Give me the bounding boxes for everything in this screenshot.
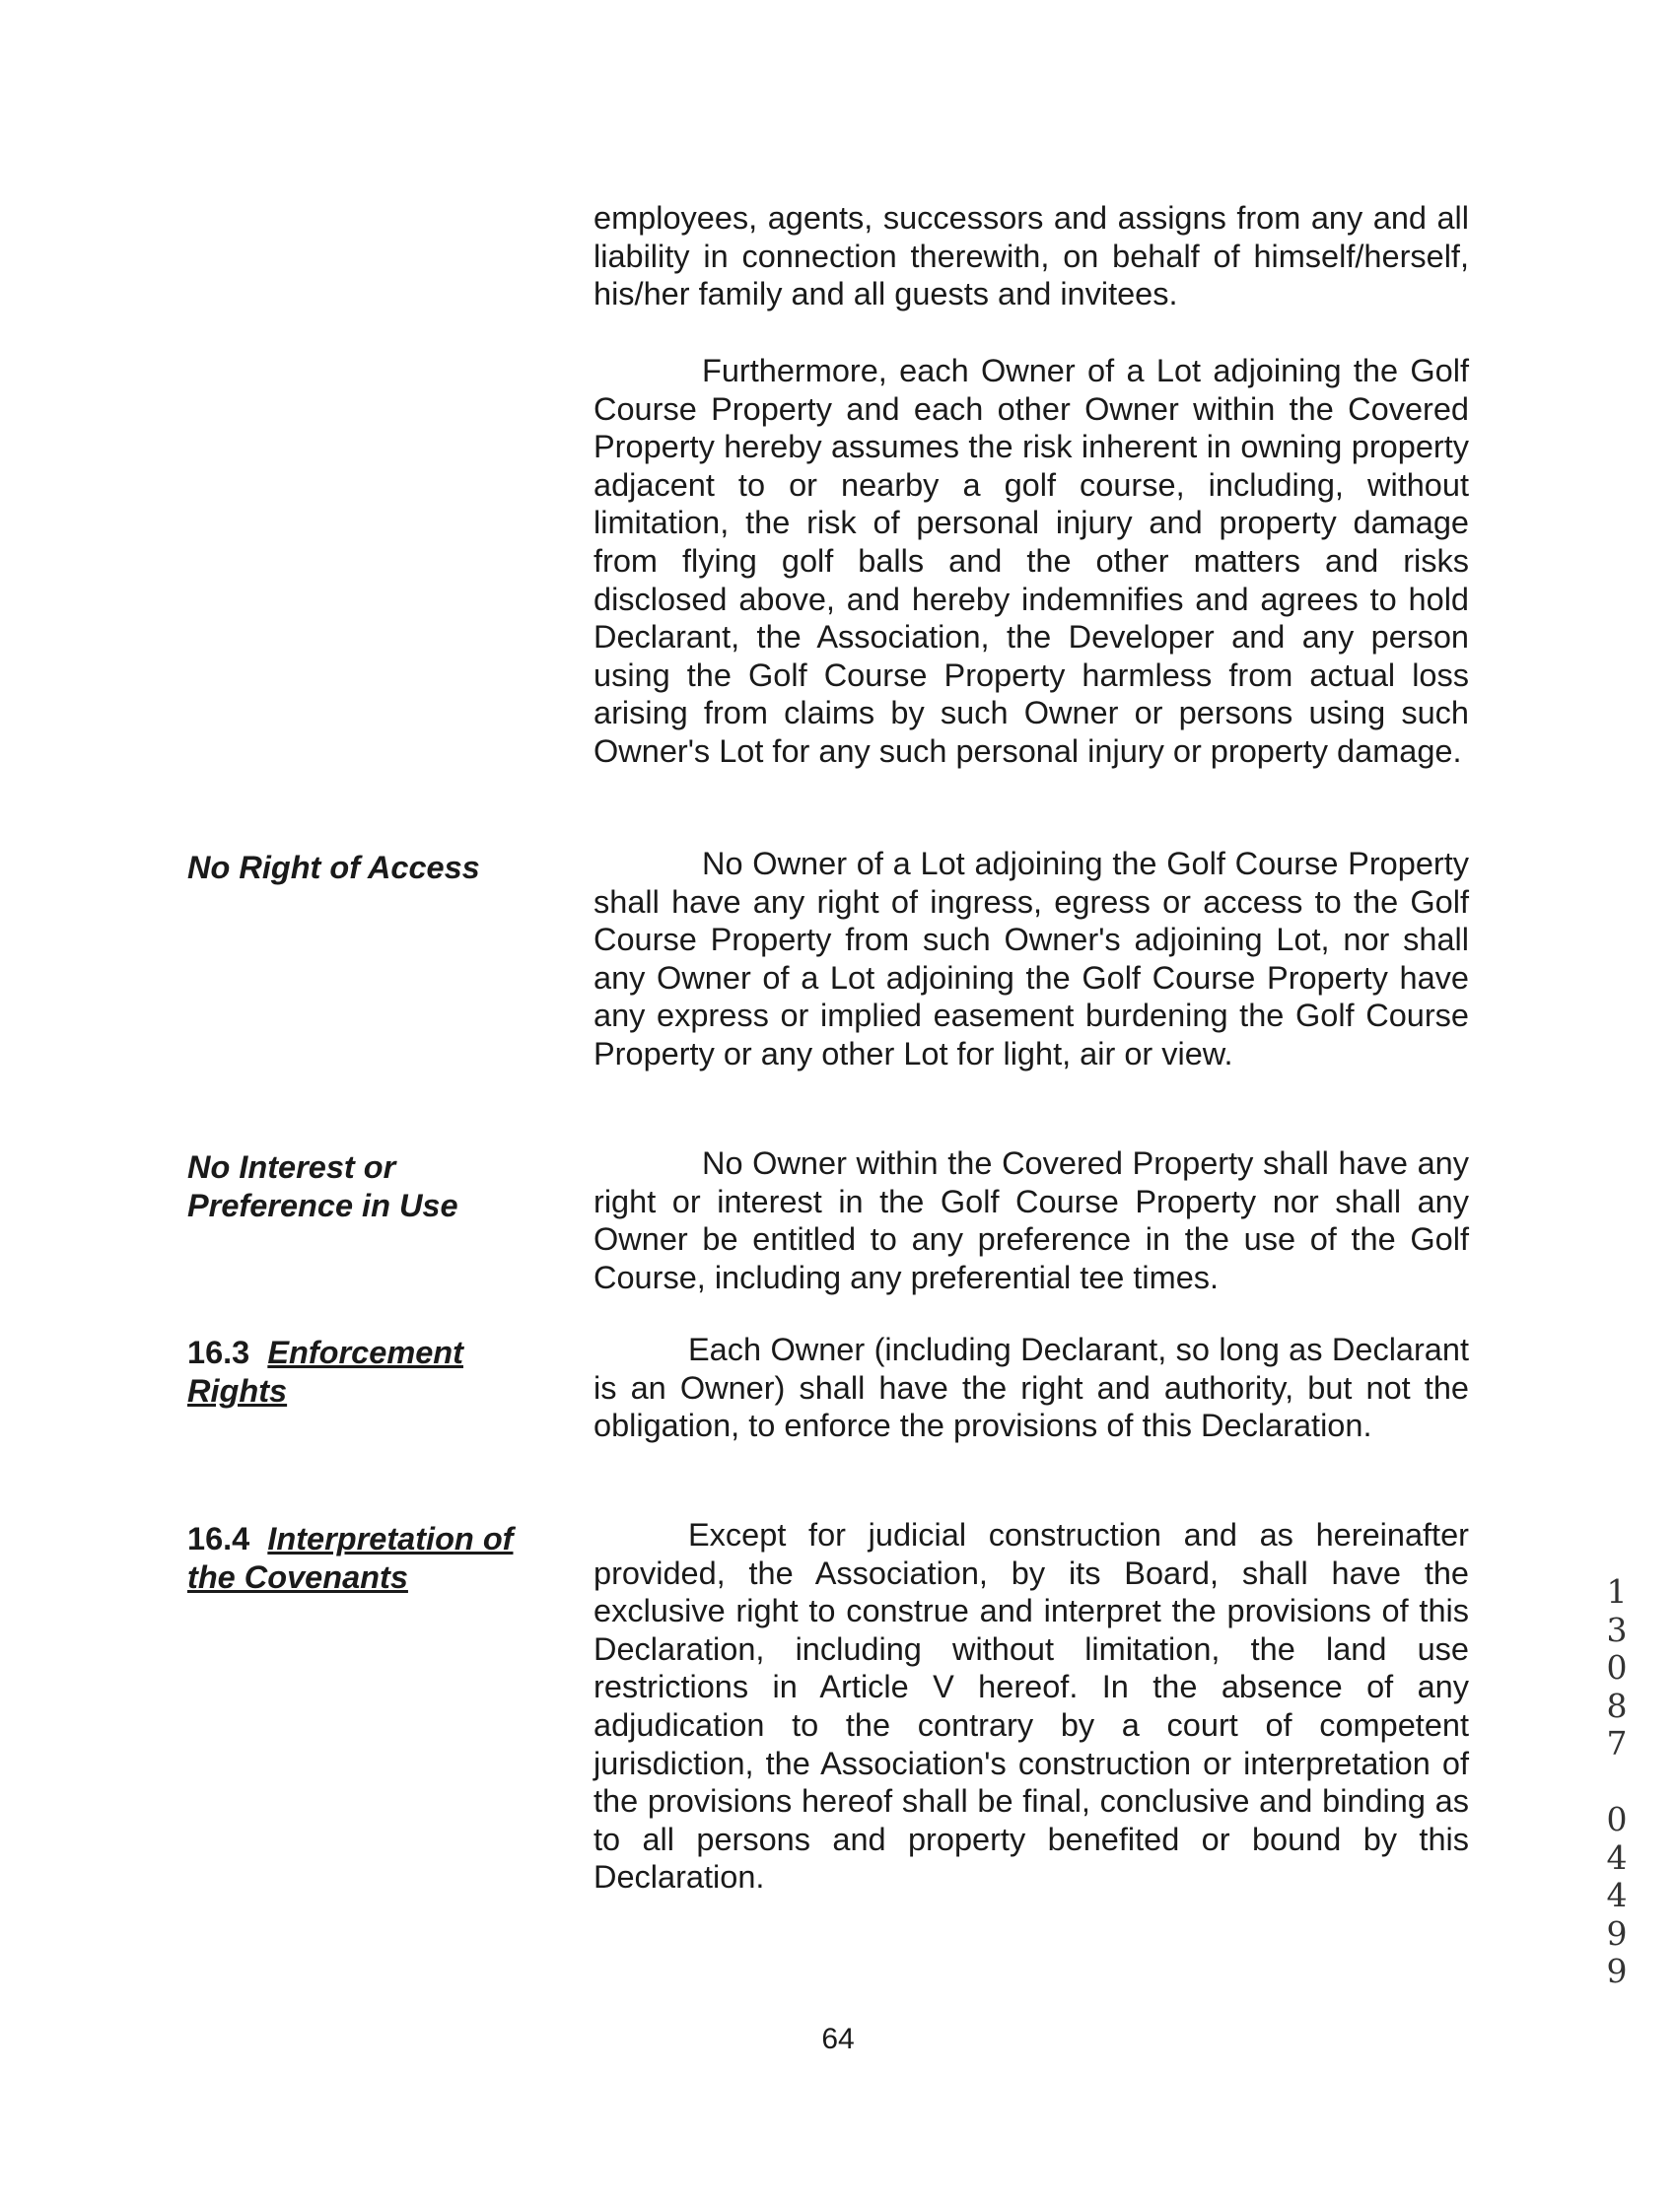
stamp-digit: 0	[1606, 1800, 1628, 1838]
body-paragraph-interpretation	[594, 1516, 1469, 1897]
section-title-line-2: Rights	[187, 1373, 288, 1409]
body-paragraph-continuation	[594, 199, 1469, 313]
body-paragraph-no-right-of-access	[594, 845, 1469, 1073]
side-heading-enforcement-rights	[187, 1334, 582, 1411]
stamp-digit: 9	[1606, 1952, 1628, 1990]
body-paragraph-indemnity	[594, 352, 1469, 771]
side-heading-line-2: Preference in Use	[187, 1188, 458, 1223]
recording-stamp	[1595, 1573, 1639, 1991]
page-number: 64	[821, 2023, 855, 2055]
side-heading-no-interest	[187, 1148, 582, 1225]
paragraph-text: Except for judicial construction and as hereinafter provided, the Association, by its Board, shall have the exclusive right to construe and interpret the provisions of this Declaration, including without limitation, the land use restrictions in Article V hereof. In the absence of any adjudication to the contrary by a court of competent jurisdiction, the Association's construction or interpretation of the provisions hereof shall be final, conclusive and binding as to all persons and property benefited or bound by this Declaration.	[594, 1517, 1469, 1896]
section-title-line-1: Interpretation of	[267, 1521, 514, 1556]
stamp-digit	[1595, 1763, 1639, 1802]
stamp-digit: 4	[1606, 1837, 1628, 1877]
paragraph-text: employees, agents, successors and assigns from any and all liability in connection therewith, on behalf of himself/herself, his/her family and all guests and invitees.	[594, 200, 1469, 312]
section-title-line-2: the Covenants	[187, 1559, 408, 1595]
stamp-digit: 8	[1606, 1686, 1628, 1725]
side-heading-line-1: No Interest or	[187, 1149, 396, 1185]
stamp-digit: 3	[1606, 1610, 1628, 1649]
side-heading-interpretation	[187, 1520, 582, 1597]
body-paragraph-enforcement	[594, 1331, 1469, 1445]
stamp-digit: 4	[1606, 1876, 1628, 1914]
paragraph-text: No Owner of a Lot adjoining the Golf Course Property shall have any right of ingress, egress or access to the Golf Course Property from such Owner's adjoining Lot, nor shall any Owner of a Lot adjoining the Golf Course Property have any express or implied easement burdening the Golf Course Property or any other Lot for light, air or view.	[594, 846, 1469, 1071]
side-heading-no-right-of-access	[187, 849, 582, 887]
section-title-line-1: Enforcement	[267, 1335, 463, 1370]
stamp-digit: 7	[1606, 1724, 1628, 1763]
body-paragraph-no-interest	[594, 1144, 1469, 1296]
paragraph-text: No Owner within the Covered Property shall have any right or interest in the Golf Course Property nor shall any Owner be entitled to any preference in the use of the Golf Course, including any preferential tee times.	[594, 1145, 1469, 1295]
side-heading-text: No Right of Access	[187, 850, 480, 885]
paragraph-text: Each Owner (including Declarant, so long as Declarant is an Owner) shall have the right and authority, but not the obligation, to enforce the provisions of this Declaration.	[594, 1332, 1469, 1444]
section-number: 16.4	[187, 1521, 250, 1556]
stamp-digit: 1	[1606, 1572, 1628, 1611]
section-number: 16.3	[187, 1335, 250, 1370]
paragraph-text: Furthermore, each Owner of a Lot adjoining the Golf Course Property and each other Owner within the Covered Property hereby assumes the risk inherent in owning property adjacent to or nearby a golf course, including, without limitation, the risk of personal injury and property damage from flying golf balls and the other matters and risks disclosed above, and hereby indemnifies and agrees to hold Declarant, the Association, the Developer and any person using the Golf Course Property harmless from actual loss arising from claims by such Owner or persons using such Owner's Lot for any such personal injury or property damage.	[594, 353, 1469, 769]
stamp-digit: 9	[1606, 1913, 1628, 1953]
stamp-digit: 0	[1606, 1648, 1628, 1687]
